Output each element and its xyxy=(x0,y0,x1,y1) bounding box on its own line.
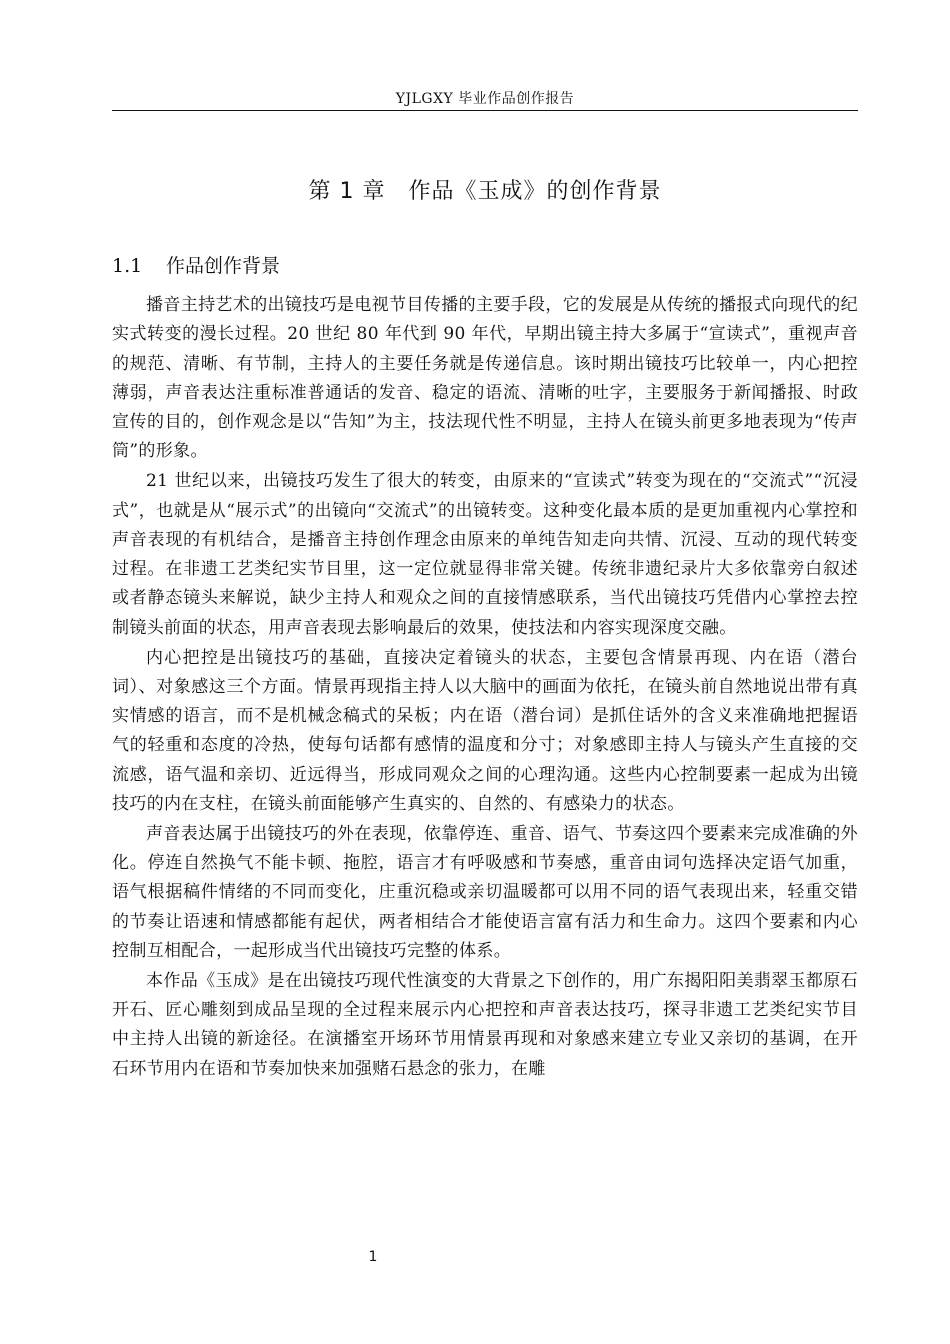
paragraph: 本作品《玉成》是在出镜技巧现代性演变的大背景之下创作的，用广东揭阳阳美翡翠玉都原石开石、匠心雕刻到成品呈现的全过程来展示内心把控和声音表达技巧，探寻非遗工艺类纪实节目中主持人出镜的新途径。在演播室开场环节用情景再现和对象感来建立专业又亲切的基调，在开石环节用内在语和节奏加快来加强赌石悬念的张力，在雕 xyxy=(112,970,858,1079)
section-heading xyxy=(112,252,280,280)
paragraph: 声音表达属于出镜技巧的外在表现，依靠停连、重音、语气、节奏这四个要素来完成准确的外化。停连自然换气不能卡顿、拖腔，语言才有呼吸感和节奏感，重音由词句选择决定语气加重，语气根据稿件情绪的不同而变化，庄重沉稳或亲切温暖都可以用不同的语气表现出来，轻重交错的节奏让语速和情感都能有起伏，两者相结合才能使语言富有活力和生命力。这四个要素和内心控制互相配合，一起形成当代出镜技巧完整的体系。 xyxy=(112,823,858,962)
running-header: YJLGXY 毕业作品创作报告 xyxy=(395,91,575,107)
paragraph: 21 世纪以来，出镜技巧发生了很大的转变，由原来的“宣读式”转变为现在的“交流式”“沉浸式”，也就是从“展示式”的出镜向“交流式”的出镜转变。这种变化最本质的是更加重视内心掌控和声音表现的有机结合，是播音主持创作理念由原来的单纯告知走向共情、沉浸、互动的现代转变过程。在非遗工艺类纪实节目里，这一定位就显得非常关键。传统非遗纪录片大多依靠旁白叙述或者静态镜头来解说，缺少主持人和观众之间的直接情感联系，当代出镜技巧凭借内心掌控去控制镜头前面的状态，用声音表现去影响最后的效果，使技法和内容实现深度交融。 xyxy=(112,471,858,638)
body-text xyxy=(112,291,858,1084)
section-number: 1.1 xyxy=(112,255,143,277)
page-number: 1 xyxy=(368,1249,378,1265)
chapter-title: 第 1 章 作品《玉成》的创作背景 xyxy=(308,179,662,204)
paragraph: 内心把控是出镜技巧的基础，直接决定着镜头的状态，主要包含情景再现、内在语（潜台词）、对象感这三个方面。情景再现指主持人以大脑中的画面为依托，在镜头前自然地说出带有真实情感的语言，而不是机械念稿式的呆板；内在语（潜台词）是抓住话外的含义来准确地把握语气的轻重和态度的冷热，使每句话都有感情的温度和分寸；对象感即主持人与镜头产生直接的交流感，语气温和亲切、近远得当，形成同观众之间的心理沟通。这些内心控制要素一起成为出镜技巧的内在支柱，在镜头前面能够产生真实的、自然的、有感染力的状态。 xyxy=(112,647,858,815)
section-title: 作品创作背景 xyxy=(166,255,281,277)
header-rule xyxy=(112,110,858,111)
paragraph: 播音主持艺术的出镜技巧是电视节目传播的主要手段，它的发展是从传统的播报式向现代的纪实式转变的漫长过程。20 世纪 80 年代到 90 年代，早期出镜主持大多属于“宣读式”，重视声音的规范、清晰、有节制，主持人的主要任务就是传递信息。该时期出镜技巧比较单一，内心把控薄弱，声音表达注重标准普通话的发音、稳定的语流、清晰的吐字，主要服务于新闻播报、时政宣传的目的，创作观念是以“告知”为主，技法现代性不明显，主持人在镜头前更多地表现为“传声筒”的形象。 xyxy=(112,295,858,462)
